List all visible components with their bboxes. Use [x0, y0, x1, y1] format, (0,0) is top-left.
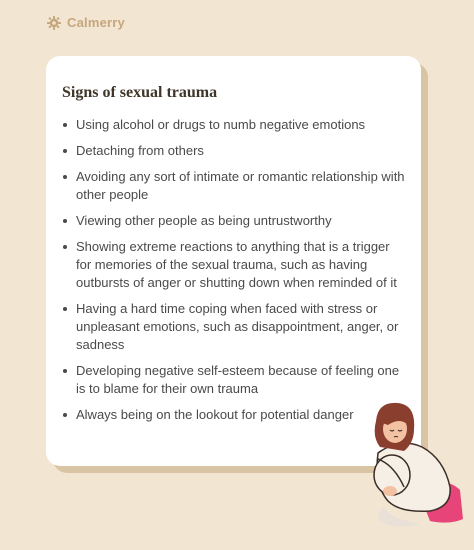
gear-icon: [47, 16, 61, 30]
list-item: Having a hard time coping when faced with stress or unpleasant emotions, such as disappointment, anger, or sadness: [62, 300, 405, 354]
list-item: Showing extreme reactions to anything that is a trigger for memories of the sexual trauma, such as having outbursts of anger or shutting down when reminded of it: [62, 238, 405, 292]
list-item: Developing negative self-esteem because of feeling one is to blame for their own trauma: [62, 362, 405, 398]
signs-list: [62, 116, 405, 424]
list-item: Using alcohol or drugs to numb negative emotions: [62, 116, 405, 134]
brand-name: Calmerry: [67, 15, 125, 30]
sitting-woman-illustration: [360, 395, 470, 535]
list-item: Viewing other people as being untrustworthy: [62, 212, 405, 230]
list-item: Avoiding any sort of intimate or romantic relationship with other people: [62, 168, 405, 204]
brand-logo: [47, 15, 125, 30]
list-item: Detaching from others: [62, 142, 405, 160]
list-item: Always being on the lookout for potential danger: [62, 406, 405, 424]
card-title: Signs of sexual trauma: [62, 84, 218, 101]
